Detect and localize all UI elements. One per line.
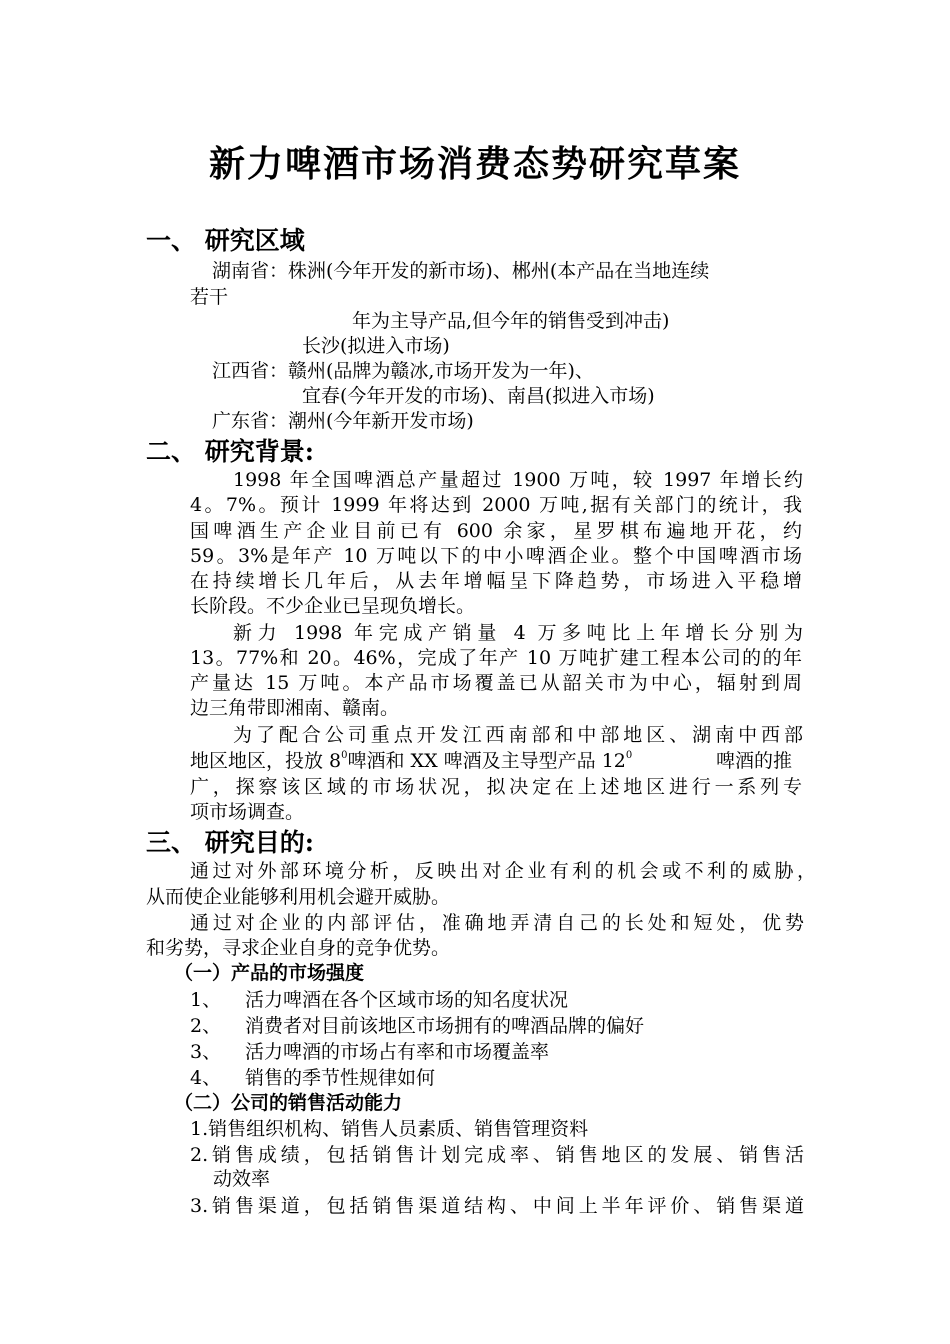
list-item: 活力啤酒的市场占有率和市场覆盖率: [245, 1041, 550, 1063]
degree-mark: 0: [341, 749, 348, 761]
paragraph-line: 长阶段。不少企业已呈现负增长。: [190, 595, 476, 617]
paragraph-line: 产量达 15 万吨。本产品市场覆盖已从韶关市为中心，辐射到周: [190, 672, 802, 694]
paragraph-line: 59。3%是年产 10 万吨以下的中小啤酒企业。整个中国啤酒市场: [190, 545, 802, 567]
paragraph-line: 通过对外部环境分析，反映出对企业有利的机会或不利的威胁，: [190, 860, 816, 882]
list-item: 1.销售组织机构、销售人员素质、销售管理资料: [190, 1118, 589, 1140]
region-line: 若干: [190, 286, 229, 308]
paragraph-line: 和劣势，寻求企业自身的竞争优势。: [146, 937, 451, 959]
list-item: 动效率: [213, 1168, 271, 1190]
document-title: 新力啤酒市场消费态势研究草案: [208, 143, 741, 185]
paragraph-line: 国啤酒生产企业目前已有 600 余家，星罗棋布遍地开花，约: [190, 520, 802, 542]
list-item: 消费者对目前该地区市场拥有的啤酒品牌的偏好: [245, 1015, 645, 1037]
list-item: 2.销售成绩，包括销售计划完成率、销售地区的发展、销售活: [190, 1144, 804, 1166]
list-item: 3.销售渠道，包括销售渠道结构、中间上半年评价、销售渠道: [190, 1195, 804, 1217]
degree-mark: 0: [625, 749, 633, 761]
subsection-heading: （二）公司的销售活动能力: [174, 1092, 403, 1114]
section-1-heading: 一、 研究区域: [146, 226, 305, 255]
paragraph-line: 边三角带即湘南、赣南。: [190, 697, 400, 719]
region-line: 宜春(今年开发的市场)、南昌(拟进入市场): [302, 385, 655, 407]
paragraph-line: 4。7%。预计 1999 年将达到 2000 万吨,据有关部门的统计，我: [190, 494, 802, 516]
section-2-heading: 二、 研究背景:: [146, 437, 314, 466]
list-item: 活力啤酒在各个区域市场的知名度状况: [245, 989, 569, 1011]
region-line: 长沙(拟进入市场): [302, 335, 450, 357]
text-segment: 啤酒和 XX 啤酒及主导型产品 12: [347, 750, 626, 772]
text-segment: 地区地区，投放 8: [190, 750, 342, 772]
list-item-number: 1、: [190, 989, 222, 1011]
paragraph-line: 1998 年全国啤酒总产量超过 1900 万吨，较 1997 年增长约: [233, 469, 803, 491]
paragraph-line: 广，探察该区域的市场状况，拟决定在上述地区进行一系列专: [190, 776, 802, 798]
paragraph-line: 13。77%和 20。46%，完成了年产 10 万吨扩建工程本公司的的年: [190, 647, 802, 669]
region-line: 江西省：赣州(品牌为赣冰,市场开发为一年)、: [212, 360, 594, 382]
text-segment: 啤酒的推: [716, 750, 793, 772]
region-line: 湖南省：株洲(今年开发的新市场)、郴州(本产品在当地连续: [212, 260, 710, 282]
section-3-heading: 三、 研究目的:: [146, 828, 314, 857]
list-item-number: 3、: [190, 1041, 222, 1063]
paragraph-line: 在持续增长几年后，从去年增幅呈下降趋势，市场进入平稳增: [190, 570, 802, 592]
paragraph-line: 项市场调查。: [190, 801, 305, 823]
paragraph-line: 新力 1998 年完成产销量 4 万多吨比上年增长分别为: [233, 622, 803, 644]
list-item-number: 2、: [190, 1015, 222, 1037]
paragraph-line: 从而使企业能够利用机会避开威胁。: [146, 886, 451, 908]
list-item: 销售的季节性规律如何: [245, 1067, 436, 1089]
region-line: 广东省：潮州(今年新开发市场): [212, 410, 474, 432]
list-item-number: 4、: [190, 1067, 222, 1089]
paragraph-line: 通过对企业的内部评估，准确地弄清自己的长处和短处，优势: [190, 912, 804, 934]
subsection-heading: （一）产品的市场强度: [174, 962, 365, 984]
paragraph-line: [190, 748, 632, 774]
paragraph-line: 为了配合公司重点开发江西南部和中部地区、湖南中西部: [233, 724, 803, 746]
region-line: 年为主导产品,但今年的销售受到冲击): [352, 310, 670, 332]
